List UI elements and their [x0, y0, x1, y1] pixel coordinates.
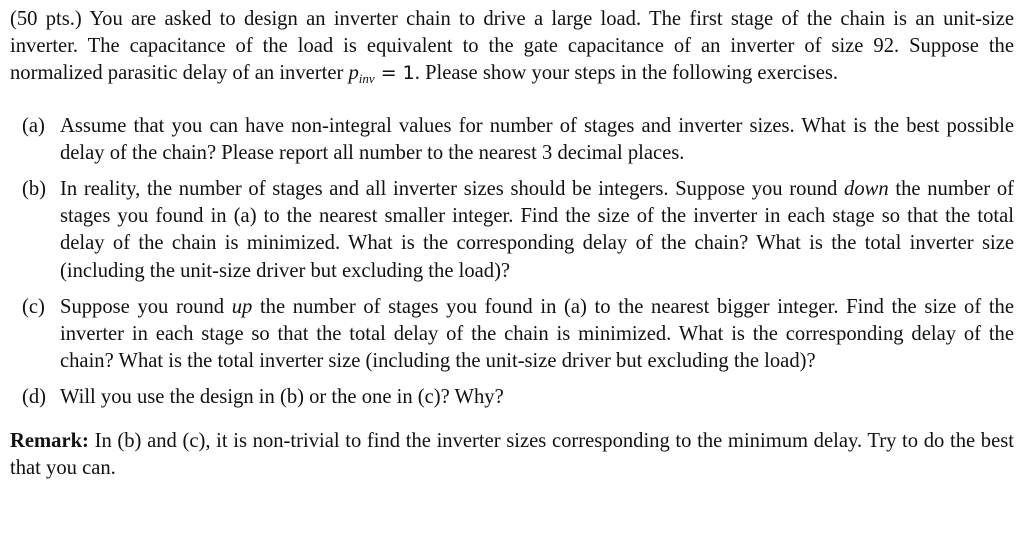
part-b-label: (b)	[22, 178, 47, 201]
remark-text: In (b) and (c), it is non-trivial to find the inverter sizes corresponding to the minimum delay. Try to do the best that you can.	[10, 429, 1014, 479]
math-equals: = 1	[374, 62, 415, 85]
part-c-text-after: the number of stages you found in (a) to the nearest bigger integer. Find the size of the inverter in each stage so that the total delay of the chain is minimized. What is the corresponding delay of the chain? What is the total inverter size (including the unit-size driver but excluding the load)?	[60, 295, 1014, 373]
math-symbol: p	[348, 62, 359, 85]
remark-paragraph	[10, 428, 1014, 482]
math-subscript: inv	[358, 71, 375, 87]
problem-intro	[10, 6, 1014, 93]
remark-label: Remark:	[10, 429, 89, 452]
part-a-text: Assume that you can have non-integral values for number of stages and inverter sizes. What is the best possible delay of the chain? Please report all number to the nearest 3 decimal places.	[60, 114, 1014, 164]
part-b-text-before: In reality, the number of stages and all inverter sizes should be integers. Suppose you round	[60, 178, 845, 201]
part-d-label: (d)	[22, 386, 47, 409]
intro-text-after: . Please show your steps in the following exercises.	[414, 62, 839, 85]
part-c-body	[60, 294, 1014, 376]
part-a-label: (a)	[22, 114, 45, 137]
part-c-text-before: Suppose you round	[60, 295, 232, 318]
part-c-emphasis: up	[231, 295, 253, 318]
part-b-emphasis: down	[844, 178, 889, 201]
part-c-label: (c)	[22, 295, 45, 318]
part-b	[10, 176, 1014, 285]
part-d-text: Will you use the design in (b) or the one in (c)? Why?	[60, 386, 504, 409]
question-parts-list	[10, 113, 1014, 412]
part-b-text-after: the number of stages you found in (a) to the nearest smaller integer. Find the size of the inverter in each stage so that the total delay of the chain is minimized. What is the corresponding delay of the chain? What is the total inverter size (including the unit-size driver but excluding the load)?	[60, 178, 1014, 282]
intro-text-before: (50 pts.) You are asked to design an inverter chain to drive a large load. The first stage of the chain is an unit-size inverter. The capacitance of the load is equivalent to the gate capacitance of an inverter of size 92. Suppose the normalized parasitic delay of an inverter	[10, 8, 1014, 85]
p-inv-symbol	[348, 62, 375, 87]
part-a	[10, 113, 1014, 167]
part-c	[10, 294, 1014, 376]
document-page	[10, 6, 1014, 482]
part-d	[10, 384, 1014, 411]
part-b-body	[60, 176, 1014, 285]
